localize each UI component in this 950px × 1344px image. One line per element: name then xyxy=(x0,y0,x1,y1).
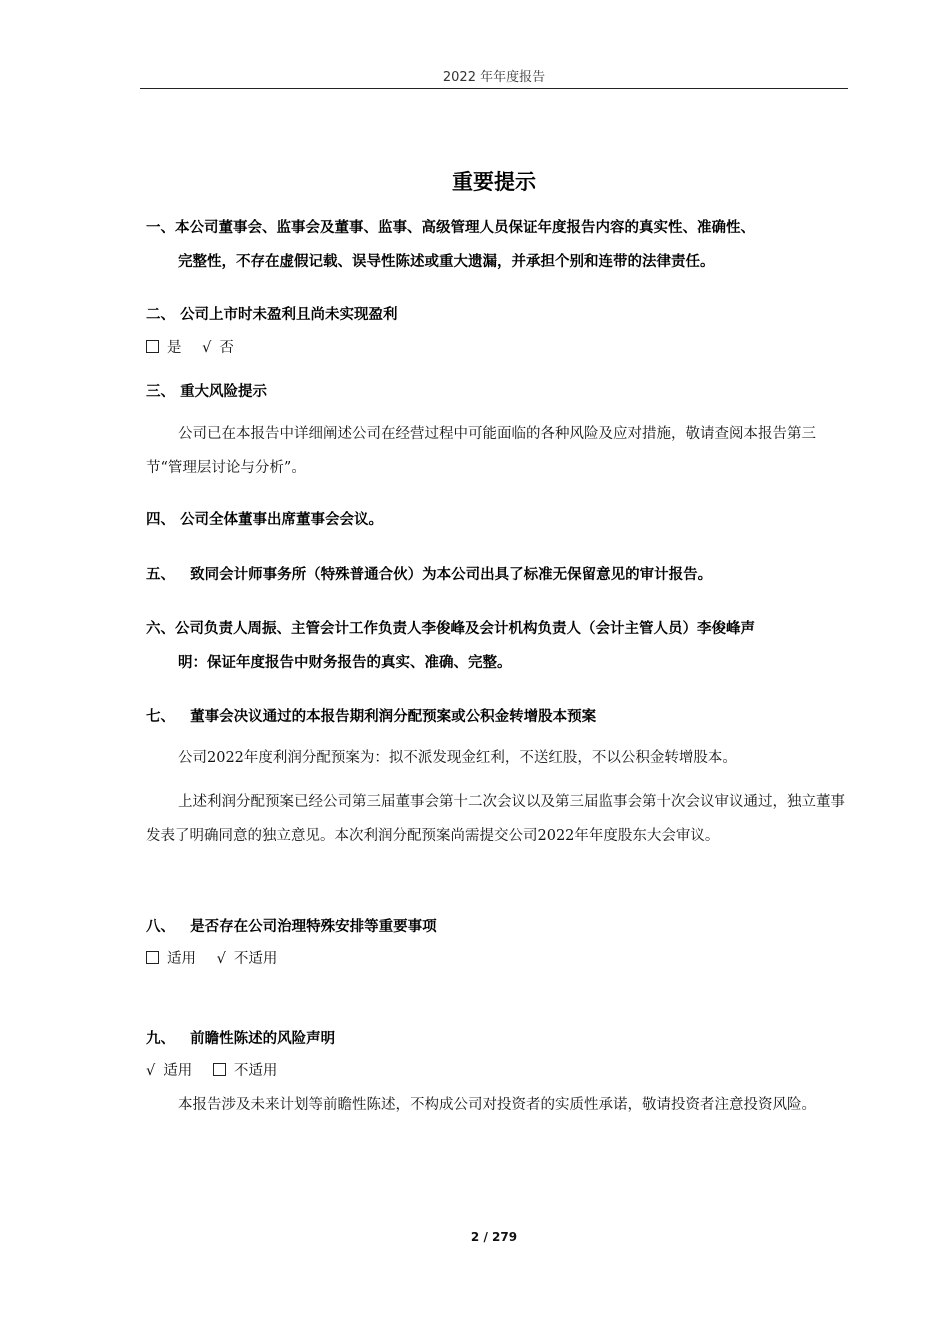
section-4-heading xyxy=(146,503,850,537)
section-9-heading xyxy=(146,1022,850,1056)
section-7-para-2: 上述利润分配预案已经公司第三届董事会第十二次会议以及第三届监事会第十次会议审议通过，独立董事发表了明确同意的独立意见。本次利润分配预案尚需提交公司2022年年度股东大会审议。 xyxy=(146,794,845,844)
page-number: 2 / 279 xyxy=(470,1230,518,1244)
checkbox-icon xyxy=(213,1063,226,1076)
section-number: 七、 xyxy=(146,709,175,725)
section-3-body: 公司已在本报告中详细阐述公司在经营过程中可能面临的各种风险及应对措施，敬请查阅本报告第三节“管理层讨论与分析”。 xyxy=(146,426,816,476)
section-text: 公司上市时未盈利且尚未实现盈利 xyxy=(180,307,398,323)
section-text: 致同会计师事务所（特殊普通合伙）为本公司出具了标准无保留意见的审计报告。 xyxy=(190,567,713,583)
section-text: 公司全体董事出席董事会会议。 xyxy=(180,512,384,528)
section-number: 三、 xyxy=(146,384,175,400)
checkbox-icon xyxy=(146,951,159,964)
section-7-para-1: 公司2022年度利润分配预案为：拟不派发现金红利，不送红股，不以公积金转增股本。 xyxy=(178,750,737,766)
page-header: 2022 年年度报告 xyxy=(442,70,546,85)
option-not-applicable: 不适用 xyxy=(213,1063,286,1079)
option-no-profit-yes: 是 xyxy=(146,340,190,356)
section-number: 一、 xyxy=(146,220,175,236)
section-6-line2: 明：保证年度报告中财务报告的真实、准确、完整。 xyxy=(178,655,512,671)
section-9-options xyxy=(146,1058,850,1084)
section-number: 九、 xyxy=(146,1031,175,1047)
checkmark-icon: √ xyxy=(202,340,212,356)
option-applicable: √ 适用 xyxy=(146,1063,193,1079)
section-6-line1 xyxy=(146,612,850,646)
section-text: 是否存在公司治理特殊安排等重要事项 xyxy=(190,919,437,935)
section-8-options xyxy=(146,946,850,972)
section-text: 重大风险提示 xyxy=(180,384,268,400)
section-2-heading xyxy=(146,298,850,332)
section-1-line2: 完整性，不存在虚假记载、误导性陈述或重大遗漏，并承担个别和连带的法律责任。 xyxy=(178,254,715,270)
section-1-line1 xyxy=(146,211,850,245)
section-9-body: 本报告涉及未来计划等前瞻性陈述，不构成公司对投资者的实质性承诺，敬请投资者注意投资风险。 xyxy=(178,1097,816,1113)
page-title: 重要提示 xyxy=(452,170,536,194)
section-5-heading xyxy=(146,558,850,592)
header-divider xyxy=(140,88,848,89)
section-number: 二、 xyxy=(146,307,175,323)
section-text: 本公司董事会、监事会及董事、监事、高级管理人员保证年度报告内容的真实性、准确性、 xyxy=(175,220,755,236)
section-number: 六、 xyxy=(146,621,175,637)
section-text: 董事会决议通过的本报告期利润分配预案或公积金转增股本预案 xyxy=(190,709,597,725)
section-3-heading xyxy=(146,375,850,409)
checkmark-icon: √ xyxy=(146,1063,156,1079)
option-applicable: 适用 xyxy=(146,951,204,967)
checkmark-icon: √ xyxy=(216,951,226,967)
checkbox-icon xyxy=(146,340,159,353)
section-number: 四、 xyxy=(146,512,175,528)
section-number: 八、 xyxy=(146,919,175,935)
section-7-heading xyxy=(146,700,850,734)
option-no-profit-no: √ 否 xyxy=(202,340,234,356)
option-not-applicable: √ 不适用 xyxy=(216,951,278,967)
section-2-options xyxy=(146,335,850,361)
section-text: 公司负责人周振、主管会计工作负责人李俊峰及会计机构负责人（会计主管人员）李俊峰声 xyxy=(175,621,755,637)
section-number: 五、 xyxy=(146,567,175,583)
section-8-heading xyxy=(146,910,850,944)
section-text: 前瞻性陈述的风险声明 xyxy=(190,1031,336,1047)
